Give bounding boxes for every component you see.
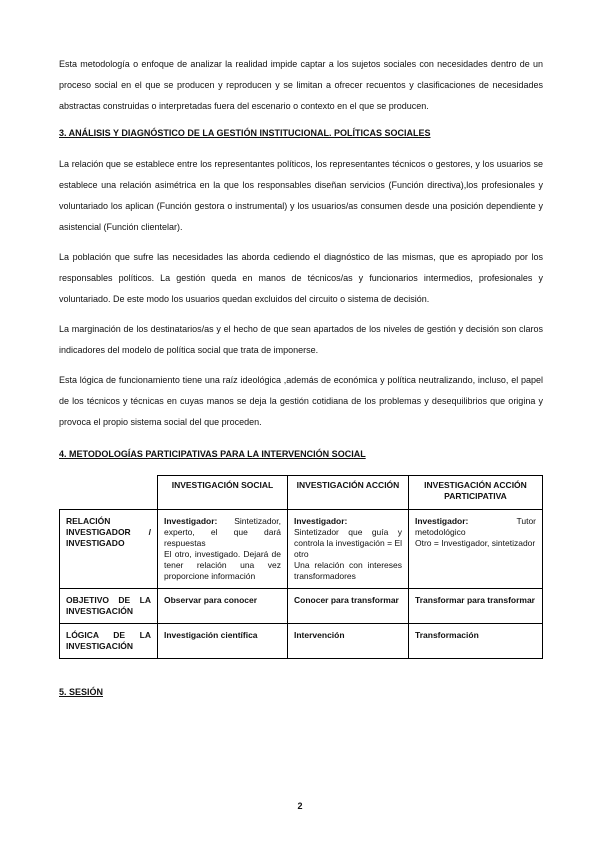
methodologies-table bbox=[59, 475, 543, 659]
row-header: RELACIÓN INVESTIGADOR / INVESTIGADO bbox=[60, 510, 158, 589]
table-row bbox=[60, 589, 543, 624]
cell-text: Sintetizador, experto, el que dará respuestas bbox=[164, 516, 281, 548]
table-cell: Transformar para transformar bbox=[409, 589, 543, 624]
cell-text: Sintetizador que guía y controla la investigación = El otro bbox=[294, 527, 402, 559]
section-4-heading: 4. METODOLOGÍAS PARTICIPATIVAS PARA LA INTERVENCIÓN SOCIAL bbox=[59, 449, 366, 459]
row-header: OBJETIVO DE LA INVESTIGACIÓN bbox=[60, 589, 158, 624]
table-cell: Transformación bbox=[409, 624, 543, 659]
section-3-paragraph: La marginación de los destinatarios/as y el hecho de que sean apartados de los niveles de gestión y decisión son claros indicadores del modelo de política social que trata de imponerse. bbox=[59, 324, 543, 355]
section-3-heading: 3. ANÁLISIS Y DIAGNÓSTICO DE LA GESTIÓN INSTITUCIONAL. POLÍTICAS SOCIALES bbox=[59, 128, 431, 138]
column-header: INVESTIGACIÓN SOCIAL bbox=[158, 476, 288, 510]
table-row bbox=[60, 510, 543, 589]
cell-text: Otro = Investigador, sintetizador bbox=[415, 538, 536, 548]
page-number: 2 bbox=[297, 801, 303, 811]
cell-text: Tutor metodológico bbox=[415, 516, 536, 537]
cell-title: Investigador: bbox=[164, 516, 218, 526]
table-cell bbox=[409, 510, 543, 589]
section-3-paragraph: La relación que se establece entre los representantes políticos, los representantes técnicos o gestores, y los usuarios se establece una relación asimétrica en la que los responsables diseñan servicios (Función directiva),los profesionales y voluntariado los aplican (Función gestora o instrumental) y los usuarios/as consumen desde una posición dependiente y asistencial (Función clientelar). bbox=[59, 159, 543, 232]
table-cell: Investigación científica bbox=[158, 624, 288, 659]
cell-text: El otro, investigado. Dejará de tener relación una vez proporcione información bbox=[164, 549, 281, 581]
row-header: LÓGICA DE LA INVESTIGACIÓN bbox=[60, 624, 158, 659]
table-corner-cell bbox=[60, 476, 158, 510]
cell-title: Investigador: bbox=[415, 516, 469, 526]
table-header-row bbox=[60, 476, 543, 510]
table-cell: Observar para conocer bbox=[158, 589, 288, 624]
table-cell: Intervención bbox=[288, 624, 409, 659]
section-3-paragraph: Esta lógica de funcionamiento tiene una raíz ideológica ,además de económica y política neutralizando, incluso, el papel de los técnicos y técnicas en cuyas manos se deja la gestión cotidiana de los problemas y desequilibrios que origina y provoca el propio sistema social del que proceden. bbox=[59, 375, 543, 427]
section-5-heading: 5. SESIÓN bbox=[59, 687, 104, 697]
column-header: INVESTIGACIÓN ACCIÓN bbox=[288, 476, 409, 510]
section-3-paragraph: La población que sufre las necesidades las aborda cediendo el diagnóstico de las mismas, que es apropiado por los responsables políticos. La gestión queda en manos de técnicos/as y funcionarios intermedios, profesionales y voluntariado. De este modo los usuarios quedan excluidos del circuito o sistema de decisión. bbox=[59, 252, 543, 304]
table-cell: Conocer para transformar bbox=[288, 589, 409, 624]
table-cell bbox=[288, 510, 409, 589]
table-cell bbox=[158, 510, 288, 589]
document-page bbox=[59, 54, 543, 699]
column-header: INVESTIGACIÓN ACCIÓN PARTICIPATIVA bbox=[409, 476, 543, 510]
cell-text: Una relación con intereses transformadores bbox=[294, 560, 402, 581]
cell-title: Investigador: bbox=[294, 516, 348, 526]
table-row bbox=[60, 624, 543, 659]
intro-paragraph: Esta metodología o enfoque de analizar la realidad impide captar a los sujetos sociales con necesidades dentro de un proceso social en el que se producen y reproducen y se limitan a ofrecer recuentos y clasificaciones de necesidades abstractas construidas o interpretadas fuera del escenario o contexto en el que se producen. bbox=[59, 59, 543, 111]
